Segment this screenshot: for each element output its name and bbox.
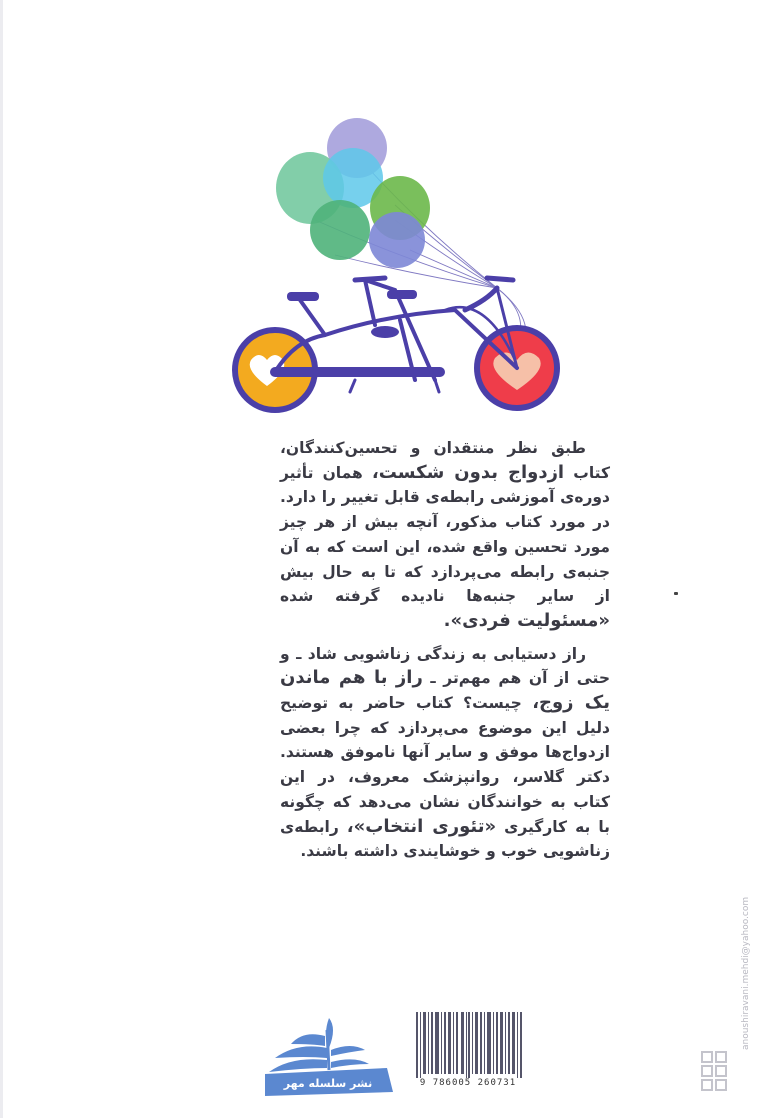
designer-email: anoushiravani.mehdi@yahoo.com [741, 896, 751, 1050]
blurb-paragraph-2 [280, 642, 610, 864]
designer-stamp-icon [700, 1048, 730, 1098]
balloon-periwinkle-icon [369, 212, 425, 268]
blurb-intro: طبق نظر منتقدان و تحسین‌کنندگان، کتاب [280, 439, 610, 482]
front-seat-icon [387, 290, 417, 299]
tandem-bicycle-balloons-illustration [225, 110, 575, 425]
balloons [276, 118, 430, 268]
isbn-number: 9 786005 260731 [419, 1078, 517, 1088]
publisher-name: نشر سلسله مهر [283, 1077, 373, 1090]
isbn-barcode [408, 1008, 528, 1094]
cover-edge [0, 0, 3, 1118]
barcode-icon [414, 1012, 522, 1078]
choice-theory: «تئوری انتخاب»، [346, 815, 497, 837]
chainring-icon [371, 326, 399, 338]
concept-individual-responsibility: «مسئولیت فردی». [443, 609, 610, 631]
blurb-paragraph-1 [280, 436, 610, 634]
handlebar-icon [487, 278, 513, 280]
rear-seat-icon [287, 292, 319, 301]
print-speck [674, 592, 678, 595]
blurb-p2-part2: چیست؟ کتاب حاضر به توضیح دلیل این موضوع می‌پردازد که چرا بعضی ازدواج‌ها موفق و سایر آنها ناموفق هستند. دکتر گلاسر، روانپزشک معروف، در این کتاب به خوانندگان نشان می‌دهد که چگونه با به کارگیری [280, 694, 610, 836]
back-cover-blurb [280, 436, 610, 864]
balloon-teal-icon [310, 200, 370, 260]
book-title: ازدواج بدون شکست، [371, 461, 565, 483]
blurb-p2-part1: راز دستیابی به زندگی زناشویی شاد ـ و حتی از آن هم مهم‌تر ـ [280, 644, 610, 688]
blurb-p2-highlight: راز با هم ماندن یک زوج، [280, 667, 610, 714]
blurb-p2-end: رابطه‌ی زناشویی خوب و خوشایندی داشته باشند. [280, 817, 610, 861]
blurb-body: همان تأثیر دوره‌ی آموزشی رابطه‌ی قابل تغییر را دارد. در مورد کتاب مذکور، آنچه بیش از هر چیز مورد تحسین واقع شده، این است که به آن جنبه‌ی رابطه می‌پردازد که تا به حال بیش از سایر جنبه‌ها نادیده گرفته شده [280, 463, 610, 606]
